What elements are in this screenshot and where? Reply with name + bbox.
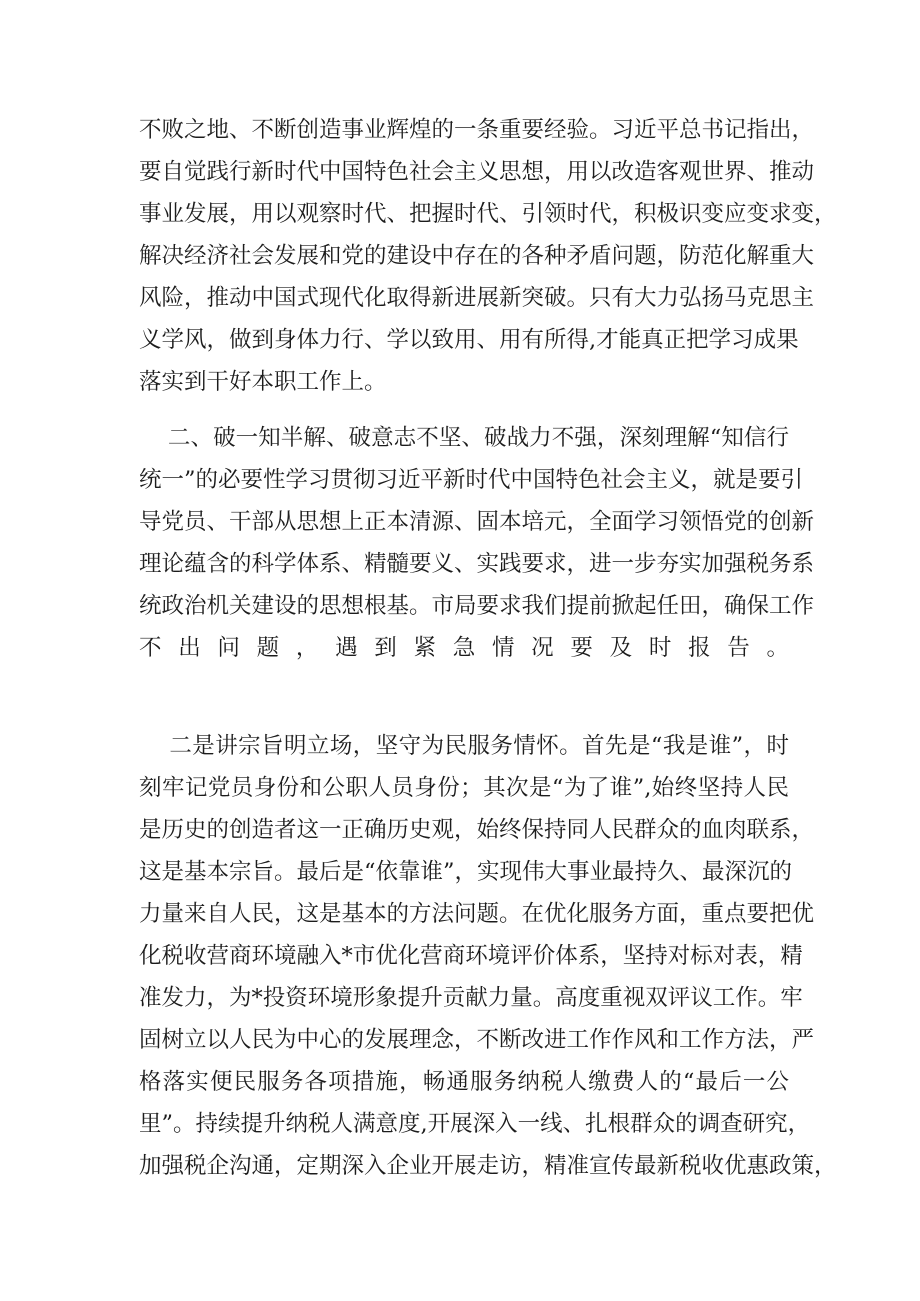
- text-line: 刻牢记党员身份和公职人员身份；其次是“为了谁”,始终坚持人民: [139, 775, 789, 801]
- text-line: [139, 669, 789, 711]
- text-line: 落实到干好本职工作上。: [139, 369, 387, 395]
- text-line: 加强税企沟通，定期深入企业开展走访，精准宣传最新税收优惠政策，: [139, 1153, 837, 1179]
- text-line: 里”。持续提升纳税人满意度,开展深入一线、扎根群众的调查研究，: [139, 1111, 811, 1137]
- text-line: 这是基本宗旨。最后是“依靠谁”，实现伟大事业最持久、最深沉的: [139, 859, 793, 885]
- document-body: [139, 109, 837, 1187]
- text-line: 不败之地、不断创造事业辉煌的一条重要经验。习近平总书记指出，: [139, 117, 815, 143]
- text-line: 二、破一知半解、破意志不坚、破战力不强，深刻理解“知信行: [139, 425, 789, 451]
- text-line: 不出问题，遇到紧急情况要及时报告。: [139, 635, 789, 661]
- text-line: 风险，推动中国式现代化取得新进展新突破。只有大力弘扬马克思主: [139, 285, 815, 311]
- text-line: 要自觉践行新时代中国特色社会主义思想，用以改造客观世界、推动: [139, 159, 815, 185]
- text-line: 统政治机关建设的思想根基。市局要求我们提前掀起任田，确保工作: [139, 593, 815, 619]
- text-line: 化税收营商环境融入*市优化营商环境评价体系，坚持对标对表，精: [139, 943, 803, 969]
- text-line: 理论蕴含的科学体系、精髓要义、实践要求，进一步夯实加强税务系: [139, 551, 815, 577]
- text-line: 准发力，为*投资环境形象提升贡献力量。高度重视双评议工作。牢: [139, 985, 803, 1011]
- text-line: 固树立以人民为中心的发展理念，不断改进工作作风和工作方法，严: [139, 1027, 815, 1053]
- text-line: 事业发展，用以观察时代、把握时代、引领时代，积极识变应变求变，: [139, 201, 837, 227]
- paragraph-spacer: [139, 711, 789, 725]
- paragraph-1: [139, 109, 837, 403]
- text-line: 统一”的必要性学习贯彻习近平新时代中国特色社会主义，就是要引: [139, 467, 804, 493]
- paragraph-spacer: [139, 403, 789, 417]
- paragraph-3: [139, 725, 837, 1187]
- text-line: 力量来自人民，这是基本的方法问题。在优化服务方面，重点要把优: [139, 901, 815, 927]
- text-line: 解决经济社会发展和党的建设中存在的各种矛盾问题，防范化解重大: [139, 243, 815, 269]
- paragraph-2: [139, 417, 815, 711]
- text-line: 二是讲宗旨明立场，坚守为民服务情怀。首先是“我是谁”，时: [139, 733, 789, 759]
- text-line: 格落实便民服务各项措施，畅通服务纳税人缴费人的“最后一公: [139, 1069, 789, 1095]
- text-line: 义学风，做到身体力行、学以致用、用有所得,才能真正把学习成果: [139, 327, 799, 353]
- text-line: 导党员、干部从思想上正本清源、固本培元，全面学习领悟党的创新: [139, 509, 815, 535]
- text-line: 是历史的创造者这一正确历史观，始终保持同人民群众的血肉联系，: [139, 817, 815, 843]
